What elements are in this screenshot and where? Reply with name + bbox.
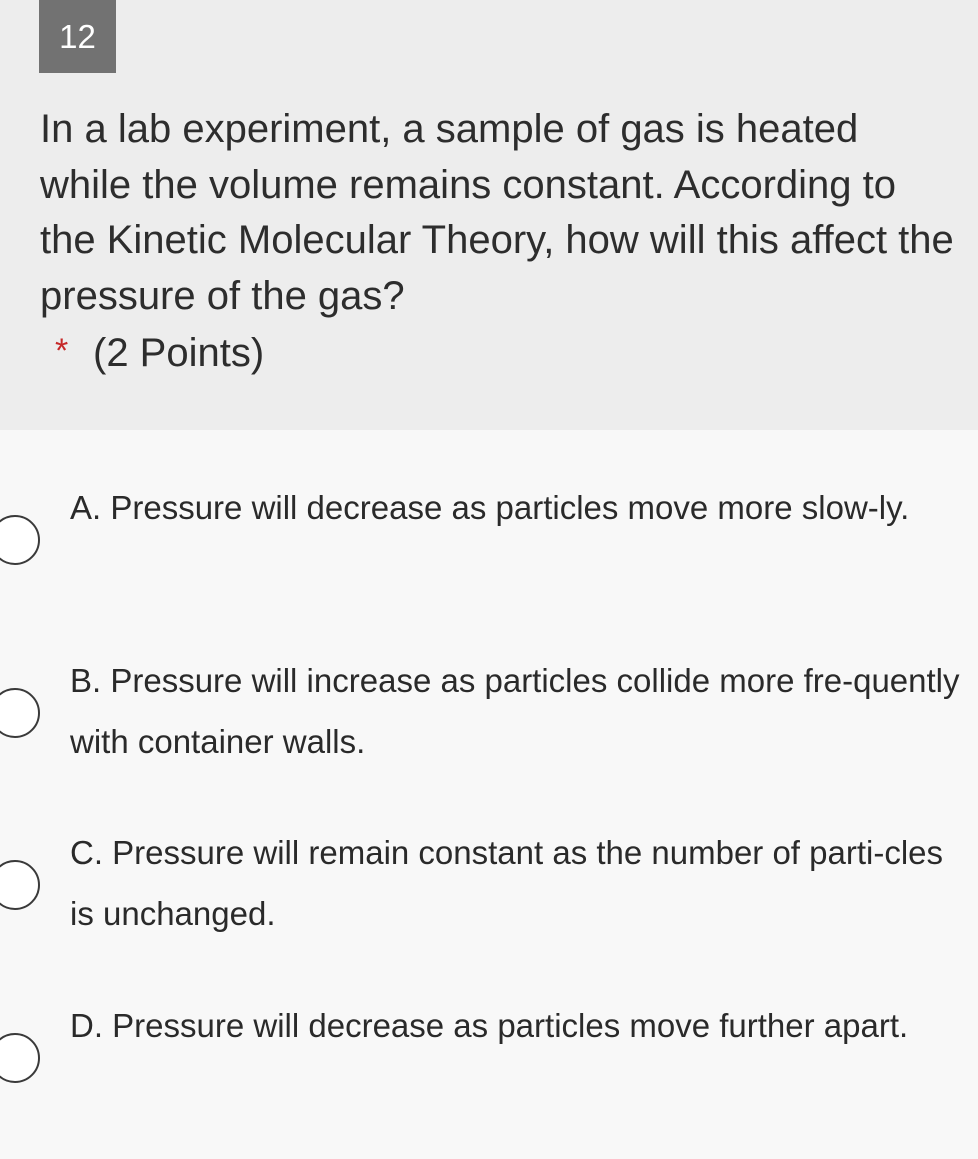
radio-unselected-icon[interactable] [0, 860, 40, 910]
question-text: In a lab experiment, a sample of gas is heated while the volume remains constant. According to the Kinetic Molecular Theory, how will this affect the pressure of the gas? [40, 107, 954, 318]
option-d[interactable] [0, 995, 978, 1125]
radio-unselected-icon[interactable] [0, 688, 40, 738]
required-asterisk: * [55, 332, 69, 370]
question-number: 12 [59, 17, 96, 55]
question-panel [0, 0, 978, 430]
points-label: (2 Points) [93, 331, 265, 375]
option-b[interactable] [0, 650, 978, 780]
option-b-label: B. Pressure will increase as particles collide more fre-quently with container walls. [70, 662, 960, 760]
radio-unselected-icon[interactable] [0, 1033, 40, 1083]
option-a[interactable] [0, 477, 978, 607]
answer-choices [0, 430, 978, 1159]
option-a-label: A. Pressure will decrease as particles move more slow-ly. [70, 489, 910, 526]
points-line [55, 328, 264, 378]
option-c-label: C. Pressure will remain constant as the number of parti-cles is unchanged. [70, 834, 944, 932]
question-number-badge [39, 0, 116, 73]
option-c[interactable] [0, 822, 978, 952]
radio-unselected-icon[interactable] [0, 515, 40, 565]
option-d-label: D. Pressure will decrease as particles move further apart. [70, 1007, 909, 1044]
